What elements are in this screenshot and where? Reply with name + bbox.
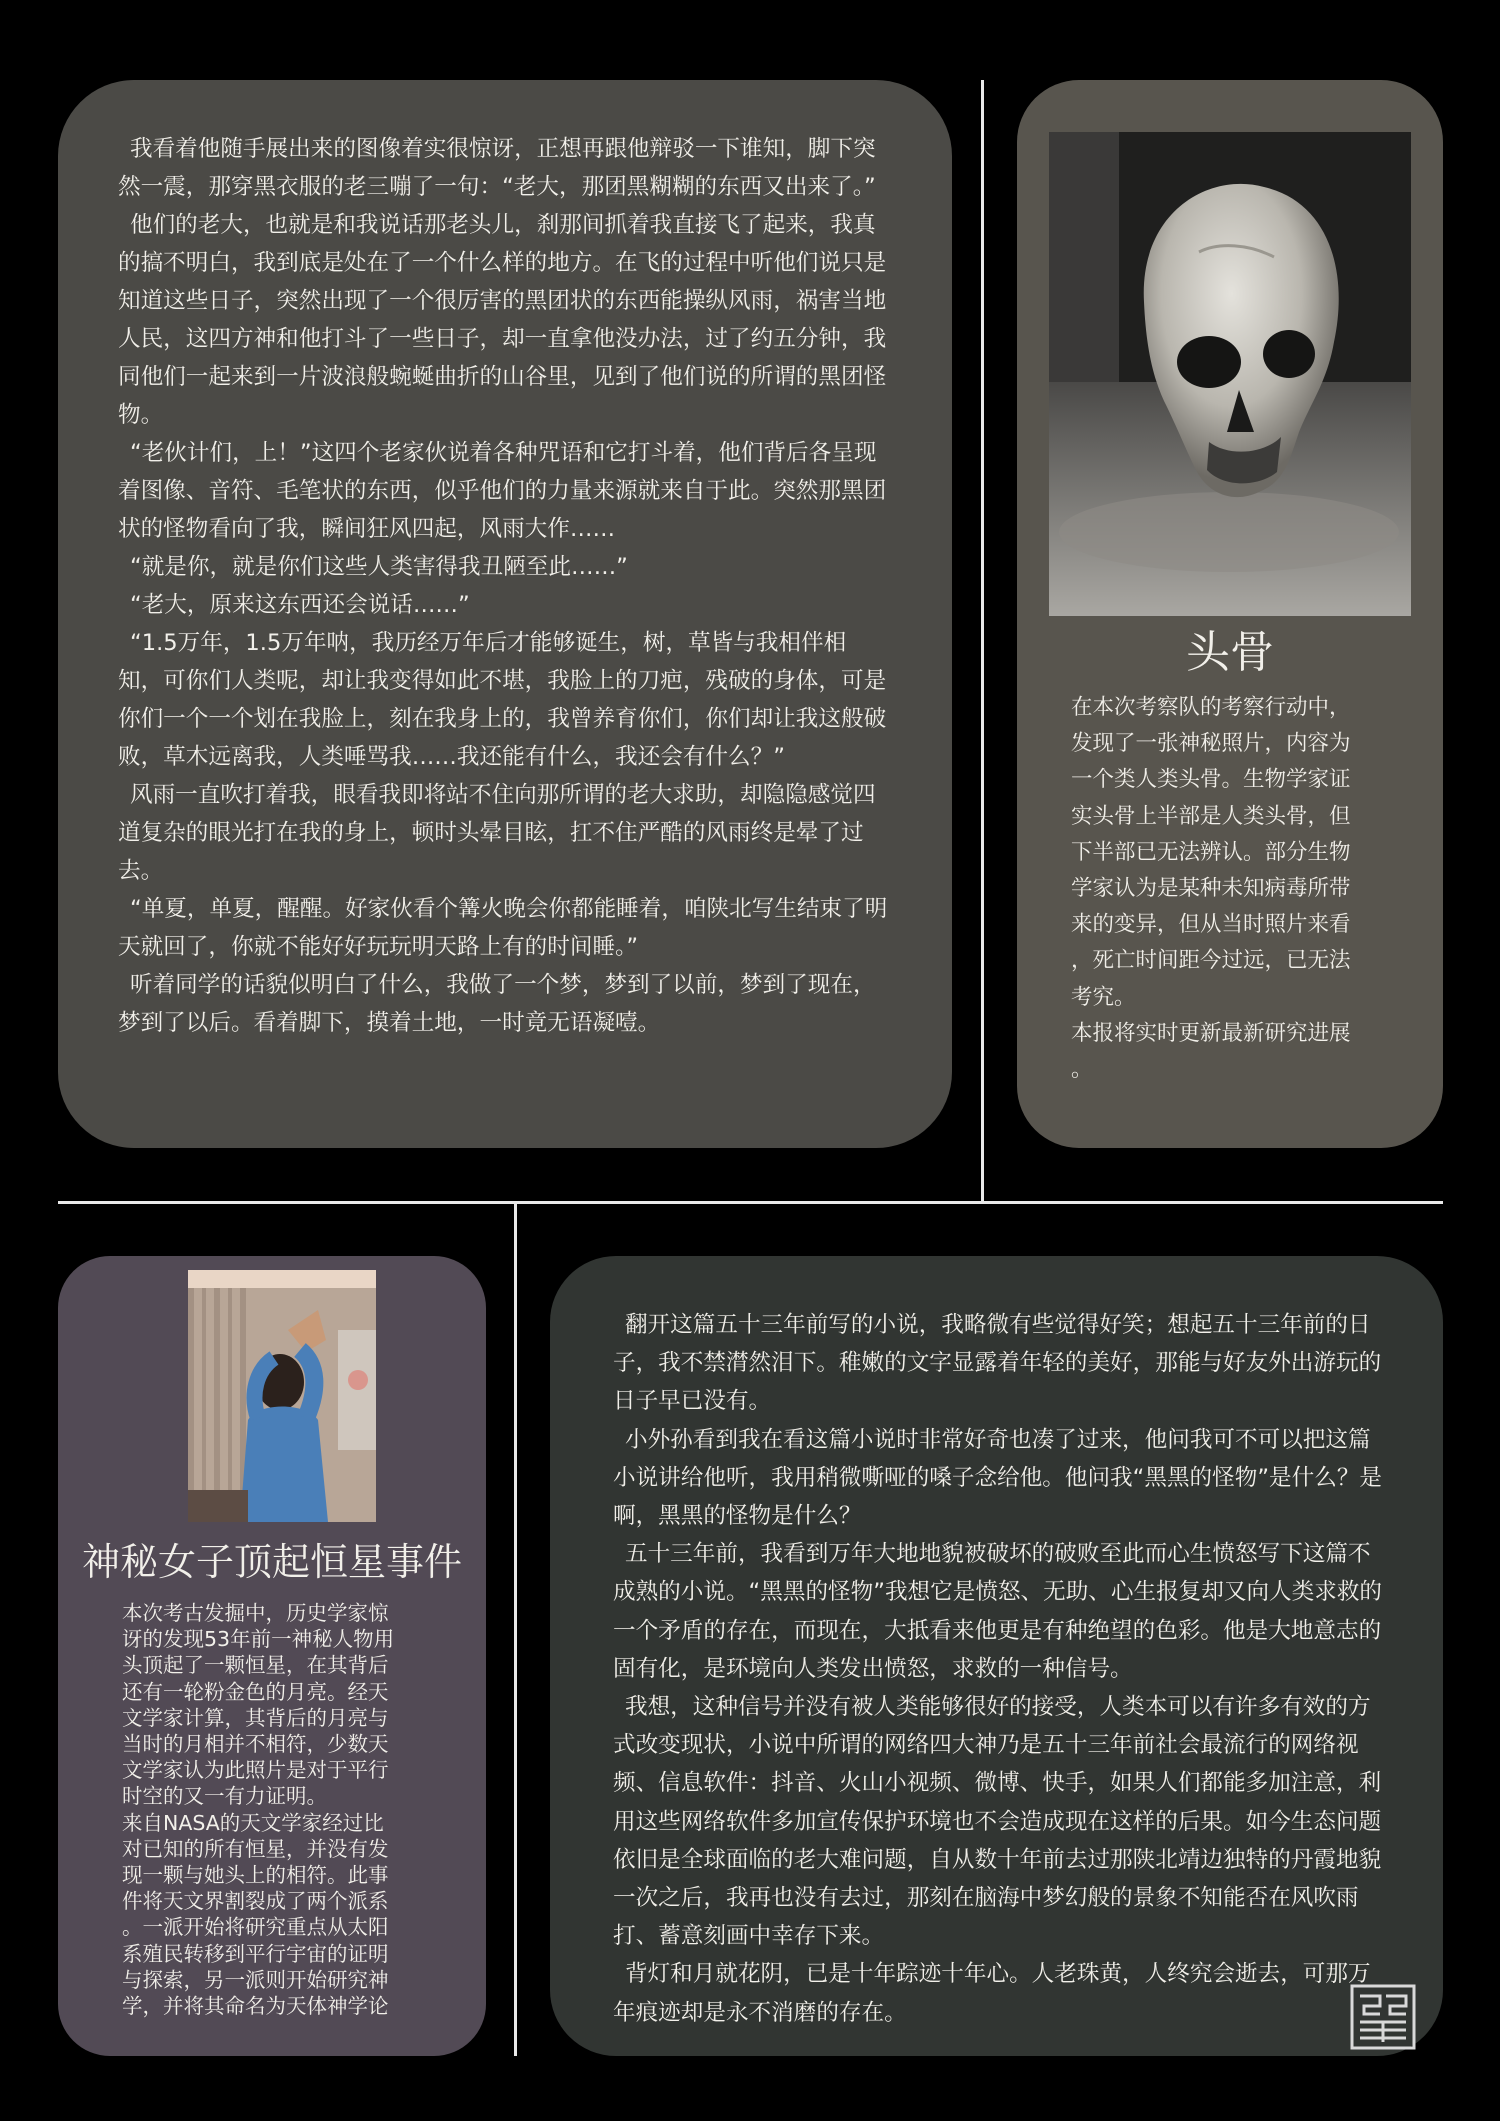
afterword-paragraph: 我想，这种信号并没有被人类能够很好的接受，人类本可以有许多有效的方式改变现状，小说中所谓的网络四大神乃是五十三年前社会最流行的网络视频、信息软件：抖音、火山小视频、微博、快手，如果人们都能多加注意，利用这些网络软件多加宣传保护环境也不会造成现在这样的后果。如今生态问题依旧是全球面临的老大难问题，自从数十年前去过那陕北靖边独特的丹霞地貌一次之后，我再也没有去过，那刻在脑海中梦幻般的景象不知能否在风吹雨打、蓄意刻画中幸存下来。 [613,1694,1382,1950]
afterword-paragraph: 小外孙看到我在看这篇小说时非常好奇也凑了过来，他问我可不可以把这篇小说讲给他听，我用稍微嘶哑的嗓子念给他。他问我“黑黑的怪物”是什么？是啊，黑黑的怪物是什么？ [613,1426,1383,1530]
story-paragraph: “就是你，就是你们这些人类害得我丑陋至此……” [130,554,628,580]
skull-line: 发现了一张神秘照片，内容为 [1071,731,1351,757]
vertical-divider-top [981,80,984,1204]
skull-card [1017,80,1443,1148]
story-paragraph: 听着同学的话貌似明白了什么，我做了一个梦，梦到了以前，梦到了现在，梦到了以后。看着脚下，摸着土地，一时竟无语凝噎。 [118,972,876,1036]
skull-line: 在本次考察队的考察行动中， [1071,695,1351,720]
skull-title: 头骨 [1186,627,1274,678]
skull-line: 考究。 [1071,984,1136,1010]
skull-line: 学家认为是某种未知病毒所带 [1071,876,1351,902]
woman-line: 与探索，另一派则开始研究神 [122,1967,389,1992]
woman-line: 文学家认为此照片是对于平行 [122,1758,389,1783]
woman-card [58,1256,486,2056]
skull-line: 。 [1071,1057,1093,1083]
skull-line: 一个类人类头骨。生物学家证 [1071,767,1351,793]
woman-line: 学，并将其命名为天体神学论 [122,1994,389,2019]
story-paragraph: “老伙计们，上！”这四个老家伙说着各种咒语和它打斗着，他们背后各呈现着图像、音符、毛笔状的东西，似乎他们的力量来源就来自于此。突然那黑团状的怪物看向了我，瞬间狂风四起，风雨大作…… [118,440,887,542]
woman-line: 现一颗与她头上的相符。此事 [122,1863,389,1888]
afterword-paragraph: 五十三年前，我看到万年大地地貌被破坏的破败至此而心生愤怒写下这篇不成熟的小说。“黑黑的怪物”我想它是愤怒、无助、心生报复却又向人类求救的一个矛盾的存在，而现在，大抵看来他更是有种绝望的色彩。他是大地意志的固有化，是环境向人类发出愤怒，求救的一种信号。 [613,1541,1383,1682]
vertical-divider-bottom [514,1204,517,2056]
story-card [58,80,952,1148]
afterword-card [550,1256,1443,2056]
seal-icon [1350,1984,1416,2050]
woman-line: 当时的月相并不相符，少数天 [122,1732,389,1757]
story-paragraph: 他们的老大，也就是和我说话那老头儿，刹那间抓着我直接飞了起来，我真的搞不明白，我到底是处在了一个什么样的地方。在飞的过程中听他们说只是知道这些日子，突然出现了一个很厉害的黑团状的东西能操纵风雨，祸害当地人民，这四方神和他打斗了一些日子，却一直拿他没办法，过了约五分钟，我同他们一起来到一片波浪般蜿蜒曲折的山谷里，见到了他们说的所谓的黑团怪物。 [118,212,887,428]
woman-description [122,1600,422,2019]
woman-illustration [188,1270,376,1522]
skull-line: 来的变异，但从当时照片来看 [1071,912,1351,938]
woman-photo [188,1270,376,1522]
woman-line: 来自NASA的天文学家经过比 [122,1810,384,1835]
woman-line: 头顶起了一颗恒星，在其背后 [122,1653,389,1678]
skull-description [1071,690,1401,1088]
story-paragraph: “1.5万年，1.5万年呐，我历经万年后才能够诞生，树，草皆与我相伴相知，可你们人类呢，却让我变得如此不堪，我脸上的刀疤，残破的身体，可是你们一个一个划在我脸上，刻在我身上的，我曾养育你们，你们却让我这般破败，草木远离我，人类唾骂我……我还能有什么，我还会有什么？” [118,630,887,770]
woman-line: 件将天文界割裂成了两个派系 [122,1889,389,1914]
story-paragraph: “老大，原来这东西还会说话……” [130,592,470,618]
woman-line: 时空的又一有力证明。 [122,1784,327,1809]
skull-photo [1049,132,1411,616]
skull-line: ，死亡时间距今过远，已无法 [1071,948,1351,974]
woman-line: 还有一轮粉金色的月亮。经天 [122,1679,389,1704]
skull-line: 下半部已无法辨认。部分生物 [1071,839,1351,865]
story-paragraph: 风雨一直吹打着我，眼看我即将站不住向那所谓的老大求助，却隐隐感觉四道复杂的眼光打在我的身上，顿时头晕目眩，扛不住严酷的风雨终是晕了过去。 [118,782,876,884]
woman-title: 神秘女子顶起恒星事件 [81,1540,462,1584]
story-paragraph: “单夏，单夏，醒醒。好家伙看个篝火晚会你都能睡着，咱陕北写生结束了明天就回了，你就不能好好玩玩明天路上有的时间睡。” [118,896,888,960]
woman-line: 本次考古发掘中，历史学家惊 [122,1601,389,1625]
woman-line: 对已知的所有恒星，并没有发 [122,1836,389,1861]
horizontal-divider [58,1201,1443,1204]
woman-line: 系殖民转移到平行宇宙的证明 [122,1941,389,1966]
woman-line: 。一派开始将研究重点从太阳 [122,1915,389,1940]
skull-illustration [1049,132,1411,616]
afterword-paragraph: 翻开这篇五十三年前写的小说，我略微有些觉得好笑；想起五十三年前的日子，我不禁潸然泪下。稚嫩的文字显露着年轻的美好，那能与好友外出游玩的日子早已没有。 [613,1312,1382,1415]
story-paragraph: 我看着他随手展出来的图像着实很惊讶，正想再跟他辩驳一下谁知，脚下突然一震，那穿黑衣服的老三嘣了一句：“老大，那团黑糊糊的东西又出来了。” [118,136,876,200]
woman-line: 讶的发现53年前一神秘人物用 [122,1627,395,1652]
woman-line: 文学家计算，其背后的月亮与 [122,1705,389,1730]
skull-line: 实头骨上半部是人类头骨，但 [1071,803,1351,829]
afterword-paragraph: 背灯和月就花阴，已是十年踪迹十年心。人老珠黄，人终究会逝去，可那万年痕迹却是永不消磨的存在。 [613,1961,1371,2026]
skull-line: 本报将实时更新最新研究进展 [1071,1020,1351,1046]
